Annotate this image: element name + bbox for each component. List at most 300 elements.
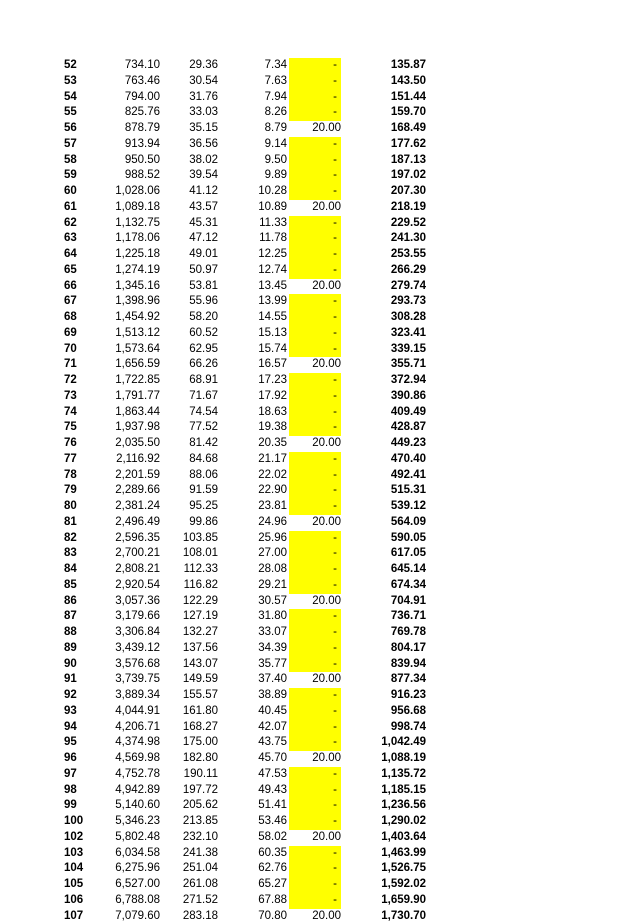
value-b-cell: 88.06	[160, 468, 218, 484]
value-a-cell: 3,576.68	[96, 657, 160, 673]
table-row	[0, 452, 638, 468]
value-a-cell: 825.76	[96, 105, 160, 121]
value-c-cell: 15.13	[220, 326, 287, 342]
value-c-cell: 60.35	[220, 846, 287, 862]
value-d-cell: 20.00	[289, 200, 341, 216]
value-a-cell: 1,863.44	[96, 405, 160, 421]
total-cell: 177.62	[355, 137, 426, 153]
value-a-cell: 3,306.84	[96, 625, 160, 641]
value-b-cell: 38.02	[160, 153, 218, 169]
value-b-cell: 47.12	[160, 231, 218, 247]
value-d-cell: -	[289, 294, 341, 310]
row-number-cell: 84	[64, 562, 84, 578]
total-cell: 539.12	[355, 499, 426, 515]
value-a-cell: 3,179.66	[96, 609, 160, 625]
value-b-cell: 197.72	[160, 783, 218, 799]
value-d-cell: -	[289, 373, 341, 389]
table-row	[0, 531, 638, 547]
row-number-cell: 82	[64, 531, 84, 547]
value-d-cell: -	[289, 562, 341, 578]
table-row	[0, 893, 638, 909]
value-c-cell: 34.39	[220, 641, 287, 657]
total-cell: 372.94	[355, 373, 426, 389]
table-row	[0, 263, 638, 279]
value-c-cell: 12.74	[220, 263, 287, 279]
value-c-cell: 19.38	[220, 420, 287, 436]
value-c-cell: 18.63	[220, 405, 287, 421]
table-row	[0, 830, 638, 846]
value-b-cell: 149.59	[160, 672, 218, 688]
row-number-cell: 68	[64, 310, 84, 326]
value-d-cell: -	[289, 153, 341, 169]
value-d-cell: 20.00	[289, 515, 341, 531]
value-a-cell: 5,346.23	[96, 814, 160, 830]
row-number-cell: 59	[64, 168, 84, 184]
value-b-cell: 55.96	[160, 294, 218, 310]
table-row	[0, 389, 638, 405]
value-a-cell: 5,140.60	[96, 798, 160, 814]
value-d-cell: -	[289, 625, 341, 641]
table-row	[0, 357, 638, 373]
table-row	[0, 515, 638, 531]
total-cell: 1,236.56	[355, 798, 426, 814]
total-cell: 293.73	[355, 294, 426, 310]
table-row	[0, 704, 638, 720]
value-a-cell: 2,920.54	[96, 578, 160, 594]
table-row	[0, 310, 638, 326]
value-c-cell: 15.74	[220, 342, 287, 358]
row-number-cell: 63	[64, 231, 84, 247]
value-c-cell: 35.77	[220, 657, 287, 673]
row-number-cell: 80	[64, 499, 84, 515]
total-cell: 1,088.19	[355, 751, 426, 767]
value-d-cell: -	[289, 861, 341, 877]
value-d-cell: -	[289, 74, 341, 90]
value-d-cell: 20.00	[289, 279, 341, 295]
value-b-cell: 33.03	[160, 105, 218, 121]
row-number-cell: 78	[64, 468, 84, 484]
value-a-cell: 1,454.92	[96, 310, 160, 326]
value-b-cell: 31.76	[160, 90, 218, 106]
row-number-cell: 73	[64, 389, 84, 405]
value-c-cell: 9.50	[220, 153, 287, 169]
value-d-cell: -	[289, 546, 341, 562]
value-a-cell: 1,656.59	[96, 357, 160, 373]
value-a-cell: 794.00	[96, 90, 160, 106]
value-a-cell: 2,381.24	[96, 499, 160, 515]
value-c-cell: 7.63	[220, 74, 287, 90]
value-c-cell: 47.53	[220, 767, 287, 783]
value-c-cell: 27.00	[220, 546, 287, 562]
value-c-cell: 31.80	[220, 609, 287, 625]
value-c-cell: 10.89	[220, 200, 287, 216]
row-number-cell: 85	[64, 578, 84, 594]
total-cell: 1,185.15	[355, 783, 426, 799]
value-d-cell: -	[289, 609, 341, 625]
row-number-cell: 60	[64, 184, 84, 200]
table-row	[0, 90, 638, 106]
value-a-cell: 1,089.18	[96, 200, 160, 216]
table-row	[0, 58, 638, 74]
value-b-cell: 232.10	[160, 830, 218, 846]
value-c-cell: 22.02	[220, 468, 287, 484]
row-number-cell: 74	[64, 405, 84, 421]
row-number-cell: 94	[64, 720, 84, 736]
value-a-cell: 2,496.49	[96, 515, 160, 531]
value-c-cell: 23.81	[220, 499, 287, 515]
table-row	[0, 609, 638, 625]
total-cell: 428.87	[355, 420, 426, 436]
value-d-cell: -	[289, 184, 341, 200]
row-number-cell: 71	[64, 357, 84, 373]
row-number-cell: 99	[64, 798, 84, 814]
total-cell: 1,730.70	[355, 909, 426, 924]
table-row	[0, 326, 638, 342]
value-a-cell: 6,527.00	[96, 877, 160, 893]
total-cell: 736.71	[355, 609, 426, 625]
value-b-cell: 161.80	[160, 704, 218, 720]
total-cell: 564.09	[355, 515, 426, 531]
table-row	[0, 279, 638, 295]
total-cell: 207.30	[355, 184, 426, 200]
value-a-cell: 1,398.96	[96, 294, 160, 310]
row-number-cell: 57	[64, 137, 84, 153]
table-row	[0, 137, 638, 153]
value-c-cell: 8.26	[220, 105, 287, 121]
total-cell: 492.41	[355, 468, 426, 484]
table-row	[0, 625, 638, 641]
table-row	[0, 168, 638, 184]
value-d-cell: -	[289, 137, 341, 153]
value-a-cell: 1,722.85	[96, 373, 160, 389]
value-a-cell: 2,116.92	[96, 452, 160, 468]
value-b-cell: 36.56	[160, 137, 218, 153]
row-number-cell: 66	[64, 279, 84, 295]
value-b-cell: 155.57	[160, 688, 218, 704]
table-row	[0, 420, 638, 436]
value-d-cell: -	[289, 168, 341, 184]
total-cell: 1,659.90	[355, 893, 426, 909]
value-a-cell: 1,345.16	[96, 279, 160, 295]
value-c-cell: 22.90	[220, 483, 287, 499]
value-c-cell: 7.94	[220, 90, 287, 106]
table-row	[0, 200, 638, 216]
value-b-cell: 81.42	[160, 436, 218, 452]
value-b-cell: 30.54	[160, 74, 218, 90]
value-b-cell: 43.57	[160, 200, 218, 216]
table-row	[0, 468, 638, 484]
value-b-cell: 99.86	[160, 515, 218, 531]
total-cell: 266.29	[355, 263, 426, 279]
value-d-cell: -	[289, 58, 341, 74]
value-a-cell: 1,791.77	[96, 389, 160, 405]
table-row	[0, 594, 638, 610]
total-cell: 804.17	[355, 641, 426, 657]
total-cell: 916.23	[355, 688, 426, 704]
value-b-cell: 283.18	[160, 909, 218, 924]
value-d-cell: 20.00	[289, 594, 341, 610]
total-cell: 877.34	[355, 672, 426, 688]
table-row	[0, 641, 638, 657]
value-d-cell: -	[289, 704, 341, 720]
total-cell: 1,290.02	[355, 814, 426, 830]
value-b-cell: 116.82	[160, 578, 218, 594]
total-cell: 1,463.99	[355, 846, 426, 862]
row-number-cell: 61	[64, 200, 84, 216]
row-number-cell: 87	[64, 609, 84, 625]
row-number-cell: 98	[64, 783, 84, 799]
value-b-cell: 35.15	[160, 121, 218, 137]
value-c-cell: 65.27	[220, 877, 287, 893]
value-b-cell: 77.52	[160, 420, 218, 436]
value-b-cell: 62.95	[160, 342, 218, 358]
value-d-cell: -	[289, 310, 341, 326]
table-row	[0, 877, 638, 893]
value-a-cell: 1,937.98	[96, 420, 160, 436]
value-a-cell: 1,028.06	[96, 184, 160, 200]
value-b-cell: 50.97	[160, 263, 218, 279]
table-row	[0, 735, 638, 751]
row-number-cell: 62	[64, 216, 84, 232]
value-b-cell: 74.54	[160, 405, 218, 421]
value-b-cell: 205.62	[160, 798, 218, 814]
table-row	[0, 578, 638, 594]
row-number-cell: 86	[64, 594, 84, 610]
value-a-cell: 1,225.18	[96, 247, 160, 263]
value-c-cell: 25.96	[220, 531, 287, 547]
value-a-cell: 3,057.36	[96, 594, 160, 610]
value-b-cell: 182.80	[160, 751, 218, 767]
value-a-cell: 950.50	[96, 153, 160, 169]
total-cell: 151.44	[355, 90, 426, 106]
row-number-cell: 90	[64, 657, 84, 673]
table-row	[0, 483, 638, 499]
table-row	[0, 909, 638, 924]
value-d-cell: -	[289, 814, 341, 830]
value-a-cell: 6,788.08	[96, 893, 160, 909]
value-d-cell: -	[289, 720, 341, 736]
total-cell: 308.28	[355, 310, 426, 326]
value-c-cell: 9.14	[220, 137, 287, 153]
row-number-cell: 52	[64, 58, 84, 74]
value-b-cell: 122.29	[160, 594, 218, 610]
table-row	[0, 373, 638, 389]
value-b-cell: 168.27	[160, 720, 218, 736]
value-a-cell: 4,206.71	[96, 720, 160, 736]
row-number-cell: 100	[64, 814, 84, 830]
value-b-cell: 60.52	[160, 326, 218, 342]
value-b-cell: 108.01	[160, 546, 218, 562]
value-a-cell: 2,035.50	[96, 436, 160, 452]
table-row	[0, 672, 638, 688]
table-row	[0, 247, 638, 263]
value-b-cell: 251.04	[160, 861, 218, 877]
value-a-cell: 734.10	[96, 58, 160, 74]
value-d-cell: 20.00	[289, 909, 341, 924]
value-b-cell: 127.19	[160, 609, 218, 625]
row-number-cell: 65	[64, 263, 84, 279]
total-cell: 645.14	[355, 562, 426, 578]
value-d-cell: -	[289, 688, 341, 704]
value-c-cell: 14.55	[220, 310, 287, 326]
value-a-cell: 2,700.21	[96, 546, 160, 562]
value-d-cell: -	[289, 452, 341, 468]
value-d-cell: -	[289, 326, 341, 342]
value-c-cell: 20.35	[220, 436, 287, 452]
row-number-cell: 96	[64, 751, 84, 767]
value-c-cell: 33.07	[220, 625, 287, 641]
total-cell: 339.15	[355, 342, 426, 358]
value-d-cell: 20.00	[289, 672, 341, 688]
value-b-cell: 261.08	[160, 877, 218, 893]
row-number-cell: 55	[64, 105, 84, 121]
total-cell: 470.40	[355, 452, 426, 468]
value-c-cell: 17.92	[220, 389, 287, 405]
total-cell: 159.70	[355, 105, 426, 121]
value-c-cell: 53.46	[220, 814, 287, 830]
value-c-cell: 45.70	[220, 751, 287, 767]
row-number-cell: 107	[64, 909, 84, 924]
total-cell: 449.23	[355, 436, 426, 452]
value-d-cell: -	[289, 798, 341, 814]
row-number-cell: 93	[64, 704, 84, 720]
value-b-cell: 41.12	[160, 184, 218, 200]
value-c-cell: 17.23	[220, 373, 287, 389]
total-cell: 168.49	[355, 121, 426, 137]
value-d-cell: -	[289, 877, 341, 893]
value-b-cell: 71.67	[160, 389, 218, 405]
value-a-cell: 3,439.12	[96, 641, 160, 657]
total-cell: 253.55	[355, 247, 426, 263]
value-c-cell: 29.21	[220, 578, 287, 594]
table-row	[0, 436, 638, 452]
row-number-cell: 103	[64, 846, 84, 862]
total-cell: 279.74	[355, 279, 426, 295]
total-cell: 674.34	[355, 578, 426, 594]
value-a-cell: 4,044.91	[96, 704, 160, 720]
value-d-cell: -	[289, 531, 341, 547]
total-cell: 241.30	[355, 231, 426, 247]
table-row	[0, 720, 638, 736]
value-b-cell: 190.11	[160, 767, 218, 783]
value-c-cell: 7.34	[220, 58, 287, 74]
total-cell: 323.41	[355, 326, 426, 342]
table-row	[0, 657, 638, 673]
value-b-cell: 143.07	[160, 657, 218, 673]
value-c-cell: 42.07	[220, 720, 287, 736]
total-cell: 617.05	[355, 546, 426, 562]
value-d-cell: -	[289, 231, 341, 247]
value-c-cell: 13.45	[220, 279, 287, 295]
value-a-cell: 763.46	[96, 74, 160, 90]
value-b-cell: 66.26	[160, 357, 218, 373]
value-d-cell: -	[289, 389, 341, 405]
value-c-cell: 9.89	[220, 168, 287, 184]
value-d-cell: -	[289, 405, 341, 421]
value-b-cell: 45.31	[160, 216, 218, 232]
value-b-cell: 95.25	[160, 499, 218, 515]
table-row	[0, 562, 638, 578]
value-b-cell: 91.59	[160, 483, 218, 499]
value-b-cell: 137.56	[160, 641, 218, 657]
total-cell: 355.71	[355, 357, 426, 373]
row-number-cell: 70	[64, 342, 84, 358]
row-number-cell: 79	[64, 483, 84, 499]
value-d-cell: -	[289, 735, 341, 751]
value-a-cell: 6,034.58	[96, 846, 160, 862]
value-b-cell: 271.52	[160, 893, 218, 909]
value-b-cell: 58.20	[160, 310, 218, 326]
value-c-cell: 16.57	[220, 357, 287, 373]
total-cell: 769.78	[355, 625, 426, 641]
value-c-cell: 37.40	[220, 672, 287, 688]
table-row	[0, 546, 638, 562]
value-d-cell: -	[289, 247, 341, 263]
total-cell: 1,135.72	[355, 767, 426, 783]
total-cell: 515.31	[355, 483, 426, 499]
value-a-cell: 2,289.66	[96, 483, 160, 499]
value-b-cell: 53.81	[160, 279, 218, 295]
value-b-cell: 84.68	[160, 452, 218, 468]
value-c-cell: 58.02	[220, 830, 287, 846]
value-c-cell: 67.88	[220, 893, 287, 909]
value-a-cell: 3,739.75	[96, 672, 160, 688]
total-cell: 590.05	[355, 531, 426, 547]
table-row	[0, 688, 638, 704]
value-d-cell: -	[289, 578, 341, 594]
value-b-cell: 103.85	[160, 531, 218, 547]
value-c-cell: 70.80	[220, 909, 287, 924]
value-d-cell: -	[289, 846, 341, 862]
total-cell: 1,526.75	[355, 861, 426, 877]
table-row	[0, 105, 638, 121]
row-number-cell: 104	[64, 861, 84, 877]
row-number-cell: 89	[64, 641, 84, 657]
value-d-cell: -	[289, 783, 341, 799]
total-cell: 704.91	[355, 594, 426, 610]
total-cell: 187.13	[355, 153, 426, 169]
table-row	[0, 74, 638, 90]
value-b-cell: 132.27	[160, 625, 218, 641]
value-a-cell: 1,573.64	[96, 342, 160, 358]
row-number-cell: 105	[64, 877, 84, 893]
value-b-cell: 39.54	[160, 168, 218, 184]
table-row	[0, 342, 638, 358]
value-a-cell: 4,942.89	[96, 783, 160, 799]
total-cell: 998.74	[355, 720, 426, 736]
total-cell: 956.68	[355, 704, 426, 720]
value-a-cell: 2,596.35	[96, 531, 160, 547]
value-b-cell: 49.01	[160, 247, 218, 263]
value-a-cell: 1,132.75	[96, 216, 160, 232]
value-b-cell: 213.85	[160, 814, 218, 830]
table-row	[0, 499, 638, 515]
value-a-cell: 6,275.96	[96, 861, 160, 877]
row-number-cell: 77	[64, 452, 84, 468]
value-c-cell: 13.99	[220, 294, 287, 310]
value-d-cell: -	[289, 893, 341, 909]
value-d-cell: 20.00	[289, 751, 341, 767]
row-number-cell: 56	[64, 121, 84, 137]
table-row	[0, 783, 638, 799]
row-number-cell: 102	[64, 830, 84, 846]
value-d-cell: -	[289, 342, 341, 358]
row-number-cell: 54	[64, 90, 84, 106]
value-a-cell: 5,802.48	[96, 830, 160, 846]
table-row	[0, 751, 638, 767]
row-number-cell: 67	[64, 294, 84, 310]
total-cell: 197.02	[355, 168, 426, 184]
